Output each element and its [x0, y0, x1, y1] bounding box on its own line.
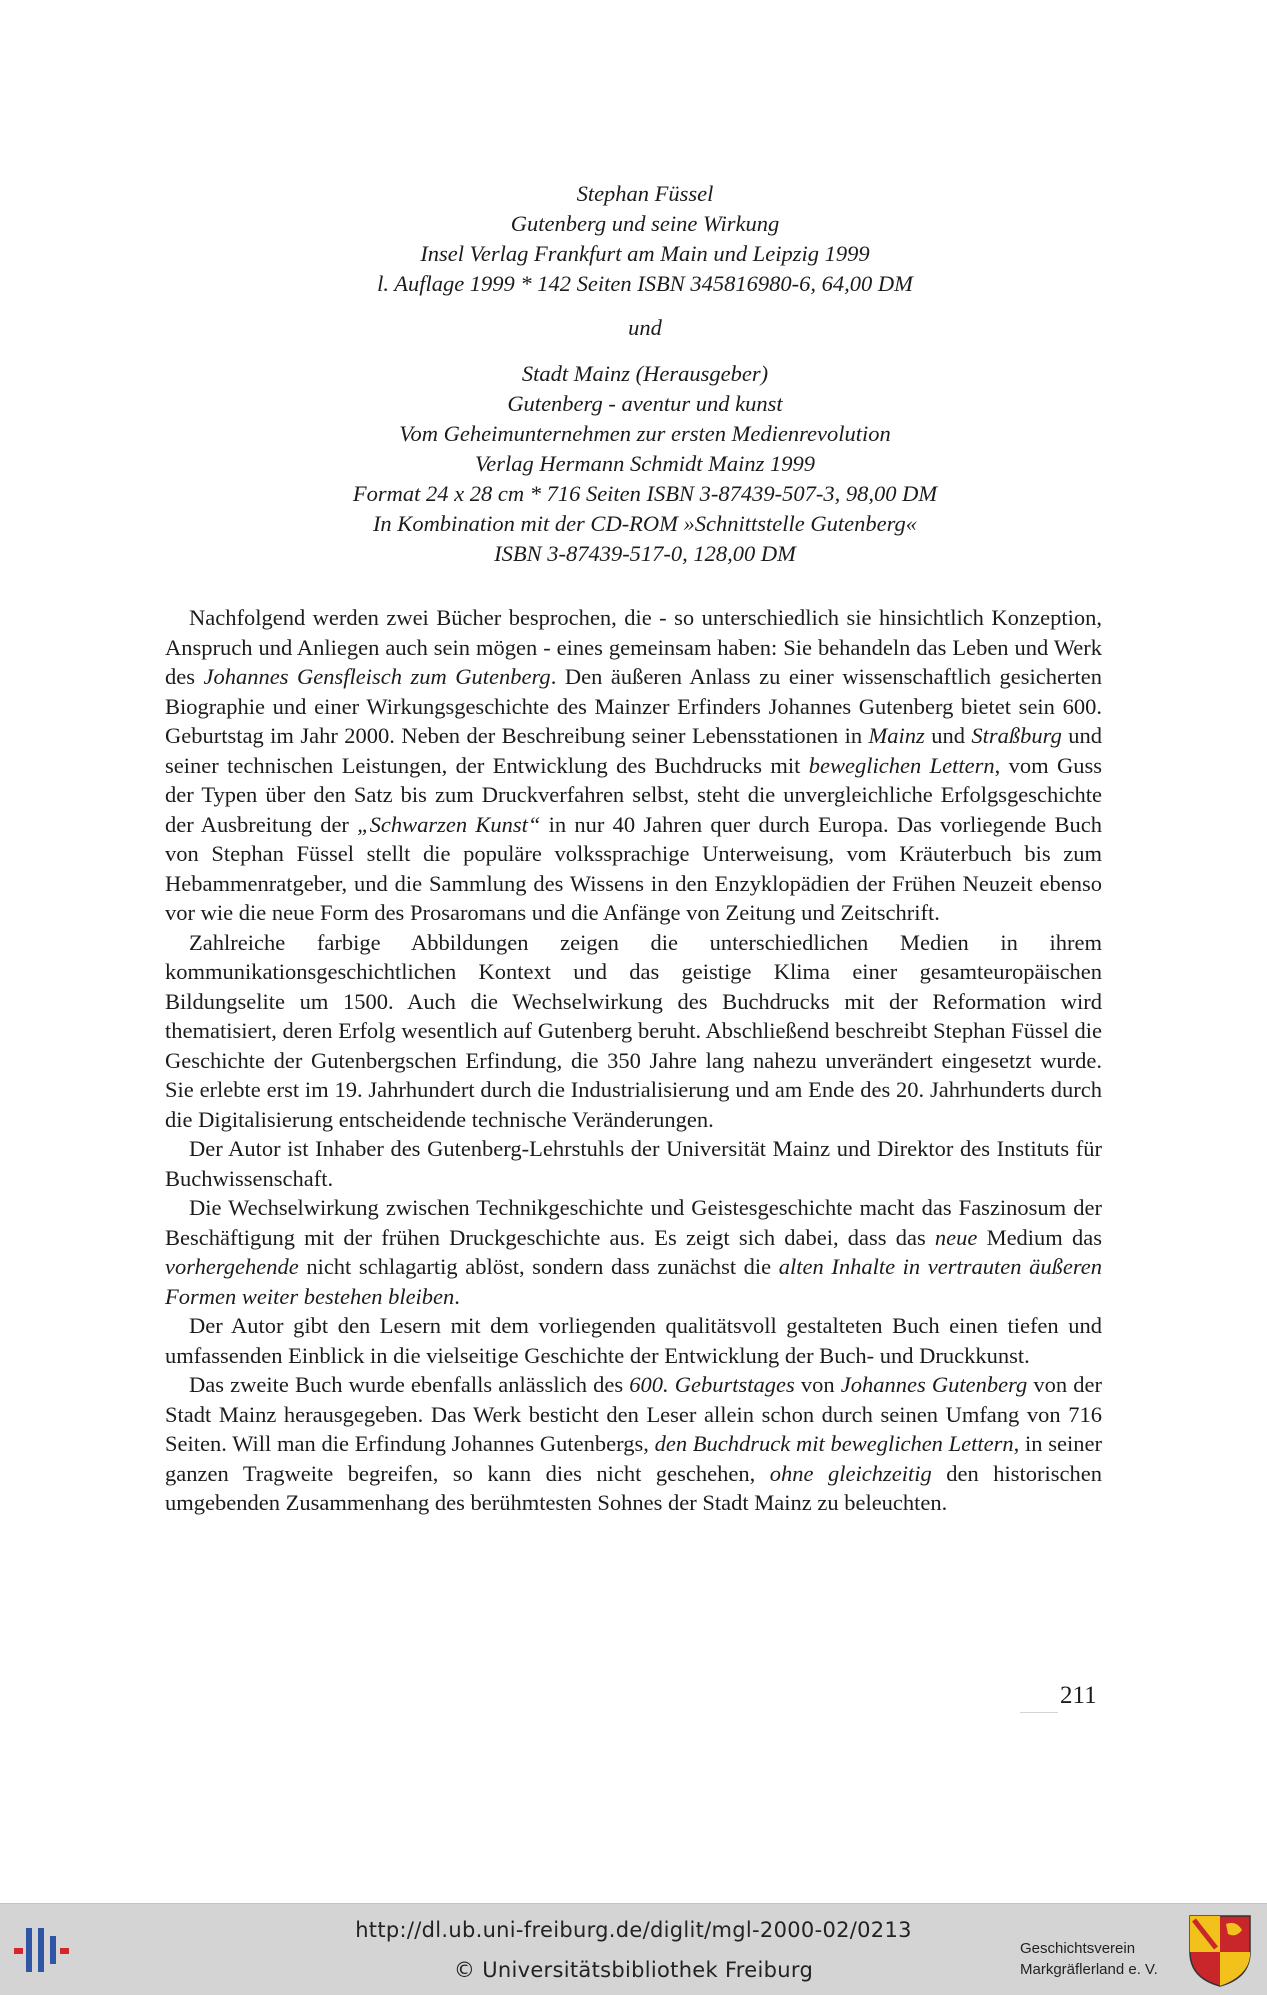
page-number: 211 [1060, 1682, 1097, 1709]
emphasis: Johannes Gutenberg [840, 1372, 1028, 1397]
text-run: , vom Guss der Typen über den Satz bis zum Druckverfahren selbst, steht die unvergleichliche Erfolgsgeschichte der Ausbreitung der [165, 752, 1103, 837]
paragraph-6 [165, 1370, 1102, 1518]
coat-of-arms-icon [1186, 1912, 1254, 1988]
book1-title: Gutenberg und seine Wirkung [510, 211, 780, 236]
text-run: von [794, 1372, 841, 1397]
book2-isbn: ISBN 3-87439-517-0, 128,00 DM [494, 541, 796, 566]
book2-publisher: Verlag Hermann Schmidt Mainz 1999 [475, 451, 815, 476]
publisher-name [1020, 1938, 1158, 1980]
text-run: , in seiner ganzen Tragweite begreifen, so kann dies nicht geschehen, [165, 1431, 1102, 1486]
book2-subtitle: Vom Geheimunternehmen zur ersten Medienrevolution [399, 421, 891, 446]
book1-edition: l. Auflage 1999 * 142 Seiten ISBN 345816980-6, 64,00 DM [377, 271, 913, 296]
book1-author: Stephan Füssel [576, 181, 714, 206]
book1-publisher: Insel Verlag Frankfurt am Main und Leipzig 1999 [420, 241, 870, 266]
text-run: Medium das [977, 1224, 1102, 1250]
emphasis: 600. Geburtstages [629, 1372, 795, 1397]
emphasis: ohne gleichzeitig [769, 1460, 932, 1486]
emphasis: Johannes Gensfleisch zum Gutenberg [203, 664, 551, 689]
text-run: von der Stadt Mainz herausgegeben. Das Werk besticht den Leser allein schon durch seinen Umfang von 716 Seiten. Will man die Erfindung Johannes Gutenbergs, [165, 1372, 1103, 1456]
paragraph-1 [165, 603, 1102, 928]
copyright-notice: © Universitätsbibliothek Freiburg [453, 1958, 814, 1982]
book2-author: Stadt Mainz (Herausgeber) [521, 361, 769, 386]
book2-title: Gutenberg - aventur und kunst [507, 391, 783, 416]
emphasis: alten Inhalte in vertrauten äußeren Formen weiter bestehen bleiben [165, 1254, 1102, 1309]
text-run: nicht schlagartig ablöst, sondern dass zunächst die [298, 1254, 779, 1279]
text-run: Nachfolgend werden zwei Bücher besprochen, die - so unterschiedlich sie hinsichtlich Konzeption, Anspruch und Anliegen auch sein mögen - eines gemeinsam haben: Sie behandeln das Leben und Werk des [165, 605, 1102, 689]
publisher-name-line1: Geschichtsverein [1020, 1940, 1136, 1957]
viewer-footer [0, 1903, 1267, 1995]
text-run: und [924, 723, 972, 748]
paragraph-4 [165, 1193, 1102, 1311]
bib-separator: und [628, 315, 662, 340]
emphasis: vorhergehende [165, 1254, 299, 1279]
emphasis: neue [934, 1224, 978, 1250]
text-run: . Den äußeren Anlass zu einer wissenschaftlich gesicherten Biographie und einer Wirkungsgeschichte des Mainzer Erfinders Johannes Gutenberg bietet sein 600. Geburtstag im Jahr 2000. Neben der Beschreibung seiner Lebensstationen in [165, 664, 1102, 748]
emphasis: Mainz [868, 723, 925, 748]
page-number-rule [1020, 1712, 1058, 1713]
text-run: Das zweite Buch wurde ebenfalls anlässlich des [189, 1372, 630, 1397]
book2-format: Format 24 x 28 cm * 716 Seiten ISBN 3-87439-507-3, 98,00 DM [352, 481, 938, 506]
emphasis: Straßburg [971, 723, 1062, 748]
permalink-url[interactable]: http://dl.ub.uni-freiburg.de/diglit/mgl-2000-02/0213 [355, 1918, 912, 1942]
review-body [165, 603, 1102, 1518]
text-run: in nur 40 Jahren quer durch Europa. Das vorliegende Buch von Stephan Füssel stellt die populäre volkssprachige Unterweisung, vom Kräuterbuch bis zum Hebammenratgeber, und die Sammlung des Wissens in den Enzyklopädien der Frühen Neuzeit ebenso vor wie die neue Form des Prosaromans und die Anfänge von Zeitung und Zeitschrift. [165, 811, 1102, 925]
text-run: Die Wechselwirkung zwischen Technikgeschichte und Geistesgeschichte macht das Faszinosum der Beschäftigung mit der frühen Druckgeschichte aus. Es zeigt sich dabei, dass das [165, 1195, 1102, 1250]
paragraph-2: Zahlreiche farbige Abbildungen zeigen die unterschiedlichen Medien in ihrem kommunikationsgeschichtlichen Kontext und das geistige Klima einer gesamteuropäischen Bildungselite um 1500. Auch die Wechselwirkung des Buchdrucks mit der Reformation wird thematisiert, deren Erfolg wesentlich auf Gutenberg beruht. Abschließend beschreibt Stephan Füssel die Geschichte der Gutenbergschen Erfindung, die 350 Jahre lang nahezu unverändert eingesetzt wurde. Sie erlebte erst im 19. Jahrhundert durch die Industrialisierung und am Ende des 20. Jahrhunderts durch die Digitalisierung entscheidende technische Veränderungen. [165, 929, 1102, 1132]
paragraph-3: Der Autor ist Inhaber des Gutenberg-Lehrstuhls der Universität Mainz und Direktor des Instituts für Buchwissenschaft. [165, 1136, 1102, 1191]
emphasis: den Buchdruck mit beweglichen Lettern [654, 1431, 1014, 1456]
book2-cdrom: In Kombination mit der CD-ROM »Schnittstelle Gutenberg« [372, 511, 918, 536]
bibliographic-header [165, 179, 1125, 569]
text-run: und seiner technischen Leistungen, der Entwicklung des Buchdrucks mit [165, 723, 1103, 778]
text-run: den historischen umgebenden Zusammenhang des berühmtesten Sohnes der Stadt Mainz zu beleuchten. [165, 1460, 1102, 1515]
text-run: . [454, 1283, 460, 1309]
emphasis: „Schwarzen Kunst“ [357, 811, 541, 837]
paragraph-5: Der Autor gibt den Lesern mit dem vorliegenden qualitätsvoll gestalteten Buch einen tiefen und umfassenden Einblick in die vielseitige Geschichte der Entwicklung der Buch- und Druckkunst. [165, 1313, 1102, 1368]
publisher-name-line2: Markgräflerland e. V. [1020, 1961, 1158, 1978]
emphasis: beweglichen Lettern [808, 752, 995, 778]
